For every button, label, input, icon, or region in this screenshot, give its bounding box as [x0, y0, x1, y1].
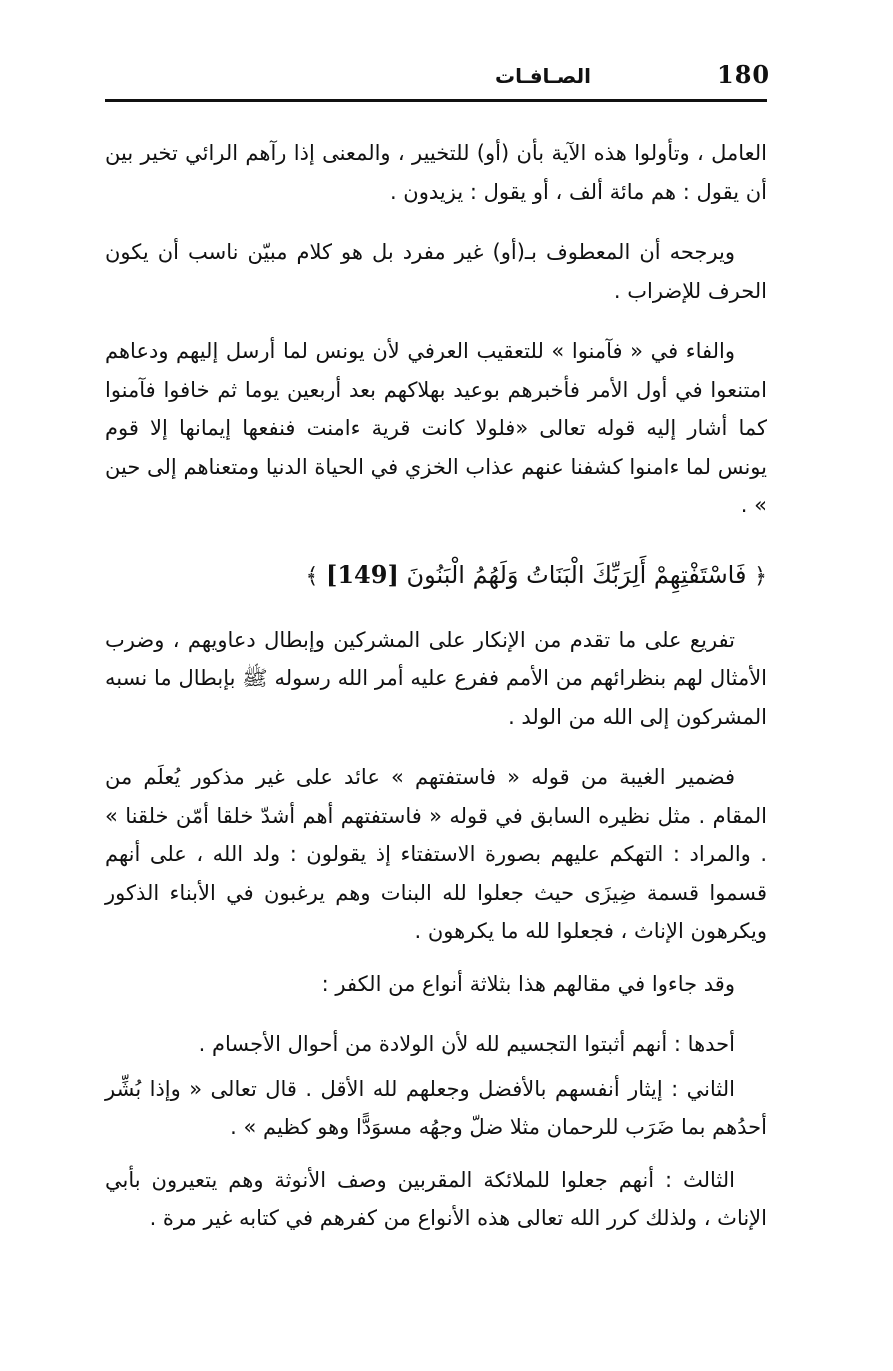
- verse-open-bracket: ﴿: [754, 563, 767, 589]
- verse-close-bracket: ﴾: [305, 563, 319, 589]
- page-body: [105, 134, 767, 1238]
- page-header: [105, 58, 771, 98]
- running-title: الصـافـات: [495, 64, 591, 88]
- header-divider: [105, 99, 767, 102]
- page-number: 180: [717, 60, 771, 89]
- paragraph-9: الثالث : أنهم جعلوا للملائكة المقربين وصف الأنوثة وهم يتعيرون بأبي الإناث ، ولذلك كرر الله تعالى هذه الأنواع من كفرهم في كتابه غير مرة .: [105, 1167, 767, 1230]
- paragraph-7: أحدها : أنهم أثبتوا التجسيم لله لأن الولادة من أحوال الأجسام .: [198, 1032, 735, 1056]
- paragraph-3: والفاء في « فآمنوا » للتعقيب العرفي لأن يونس لما أرسل إليهم ودعاهم امتنعوا في أول الأمر فأخبرهم بوعيد بهلاكهم بعد أربعين يوما ثم خافوا فآمنوا كما أشار إليه قوله تعالى «فلولا كانت قرية ءامنت فنفعها إيمانها إلا قوم يونس لما ءامنوا كشفنا عنهم عذاب الخزي في الحياة الدنيا ومتعناهم إلى حين » .: [105, 339, 767, 517]
- paragraph-6: وقد جاءوا في مقالهم هذا بثلاثة أنواع من الكفر :: [321, 971, 735, 996]
- paragraph-1: العامل ، وتأولوا هذه الآية بأن (أو) للتخيير ، والمعنى إذا رآهم الرائي تخير بين أن يقول : هم مائة ألف ، أو يقول : يزيدون .: [105, 141, 767, 204]
- paragraph-4: تفريع على ما تقدم من الإنكار على المشركين وإبطال دعاويهم ، وضرب الأمثال لهم بنظرائهم من الأمم ففرع عليه أمر الله رسوله ﷺ بإبطال ما نسبه المشركون إلى الله من الولد .: [105, 627, 767, 729]
- verse-number: [149]: [326, 559, 399, 589]
- quran-verse: [105, 555, 767, 597]
- paragraph-8: الثاني : إيثار أنفسهم بالأفضل وجعلهم لله الأقل . قال تعالى « وإذا بُشِّر أحدُهم بما ضَرَب للرحمان مثلا ضلّ وجهُه مسوَدًّا وهو كظيم » .: [105, 1076, 767, 1139]
- paragraph-2: ويرجحه أن المعطوف بـ(أو) غير مفرد بل هو كلام مبيّن ناسب أن يكون الحرف للإضراب .: [105, 240, 767, 303]
- paragraph-5: فضمير الغيبة من قوله « فاستفتهم » عائد على غير مذكور يُعلَم من المقام . مثل نظيره السابق في قوله « فاستفتهم أهم أشدّ خلقا أمّن خلقنا » . والمراد : التهكم عليهم بصورة الاستفتاء إذ يقولون : ولد الله ، على أنهم قسموا قسمة ضِيزَى حيث جعلوا لله البنات وهم يرغبون في الأبناء الذكور ويكرهون الإناث ، فجعلوا لله ما يكرهون .: [105, 765, 767, 943]
- verse-text: فَاسْتَفْتِهِمْ أَلِرَبِّكَ الْبَنَاتُ وَلَهُمُ الْبَنُونَ: [406, 560, 747, 589]
